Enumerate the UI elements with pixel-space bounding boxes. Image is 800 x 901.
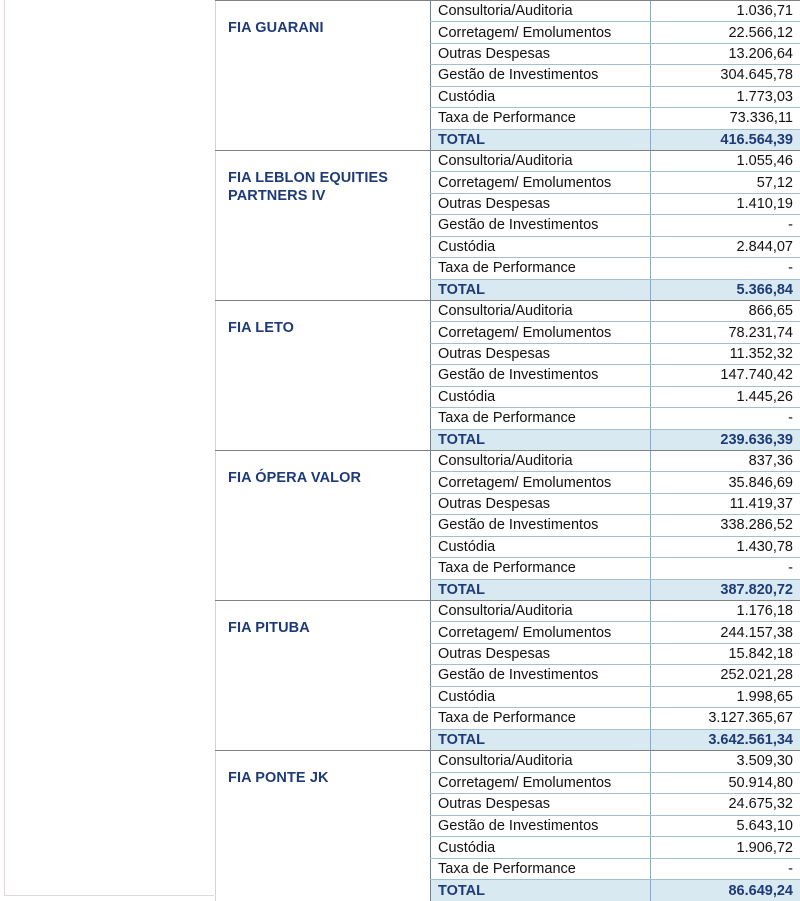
expense-value: 244.157,38 bbox=[650, 622, 800, 642]
expense-category-label: Consultoria/Auditoria bbox=[430, 151, 650, 171]
expense-rows bbox=[430, 151, 800, 300]
expense-category-label: Gestão de Investimentos bbox=[430, 65, 650, 85]
expense-row bbox=[430, 493, 800, 514]
expense-category-label: Consultoria/Auditoria bbox=[430, 451, 650, 471]
expense-row bbox=[430, 214, 800, 235]
expense-category-label: Outras Despesas bbox=[430, 794, 650, 815]
expense-category-label: Gestão de Investimentos bbox=[430, 665, 650, 685]
expense-category-label: Custódia bbox=[430, 87, 650, 107]
fund-name-cell bbox=[215, 451, 430, 600]
expense-row bbox=[430, 151, 800, 171]
total-row bbox=[430, 279, 800, 300]
expense-row bbox=[430, 751, 800, 772]
expense-row bbox=[430, 236, 800, 257]
expense-row bbox=[430, 451, 800, 471]
fund-section bbox=[215, 1, 800, 151]
expense-row bbox=[430, 514, 800, 535]
empty-left-column bbox=[4, 0, 214, 896]
expense-category-label: Custódia bbox=[430, 537, 650, 557]
expense-value: 11.419,37 bbox=[650, 494, 800, 514]
expense-row bbox=[430, 407, 800, 428]
expense-category-label: Outras Despesas bbox=[430, 44, 650, 64]
total-value: 86.649,24 bbox=[650, 880, 800, 901]
expense-row bbox=[430, 536, 800, 557]
expense-row bbox=[430, 301, 800, 321]
expense-value: 15.842,18 bbox=[650, 644, 800, 664]
expense-category-label: Consultoria/Auditoria bbox=[430, 301, 650, 321]
expense-value: - bbox=[650, 558, 800, 578]
expense-rows bbox=[430, 451, 800, 600]
expense-value: 1.998,65 bbox=[650, 687, 800, 707]
total-value: 3.642.561,34 bbox=[650, 730, 800, 750]
expense-value: 1.036,71 bbox=[650, 1, 800, 21]
total-row bbox=[430, 129, 800, 150]
expense-category-label: Gestão de Investimentos bbox=[430, 365, 650, 385]
expense-value: 304.645,78 bbox=[650, 65, 800, 85]
expense-value: 866,65 bbox=[650, 301, 800, 321]
expense-rows bbox=[430, 601, 800, 750]
total-value: 387.820,72 bbox=[650, 580, 800, 600]
expense-category-label: Gestão de Investimentos bbox=[430, 816, 650, 837]
expense-row bbox=[430, 686, 800, 707]
total-row bbox=[430, 879, 800, 901]
expense-value: 35.846,69 bbox=[650, 472, 800, 492]
fund-section bbox=[215, 751, 800, 901]
expense-row bbox=[430, 1, 800, 21]
expense-row bbox=[430, 858, 800, 880]
fund-name-cell bbox=[215, 751, 430, 901]
expense-row bbox=[430, 664, 800, 685]
expense-category-label: Taxa de Performance bbox=[430, 708, 650, 728]
expense-value: 11.352,32 bbox=[650, 344, 800, 364]
fund-name: FIA PITUBA bbox=[228, 620, 310, 636]
expense-row bbox=[430, 836, 800, 858]
total-label: TOTAL bbox=[430, 730, 650, 750]
expense-category-label: Outras Despesas bbox=[430, 344, 650, 364]
total-label: TOTAL bbox=[430, 130, 650, 150]
expense-row bbox=[430, 21, 800, 42]
expense-value: 78.231,74 bbox=[650, 322, 800, 342]
fund-section bbox=[215, 151, 800, 301]
expense-row bbox=[430, 171, 800, 192]
expense-category-label: Custódia bbox=[430, 837, 650, 858]
total-label: TOTAL bbox=[430, 880, 650, 901]
fund-name: FIA LEBLON EQUITIES PARTNERS IV bbox=[228, 170, 389, 205]
expense-value: 1.445,26 bbox=[650, 387, 800, 407]
total-label: TOTAL bbox=[430, 580, 650, 600]
expense-row bbox=[430, 793, 800, 815]
expense-category-label: Consultoria/Auditoria bbox=[430, 601, 650, 621]
expense-rows bbox=[430, 1, 800, 150]
expense-value: 3.127.365,67 bbox=[650, 708, 800, 728]
total-value: 239.636,39 bbox=[650, 430, 800, 450]
expense-row bbox=[430, 386, 800, 407]
fund-section bbox=[215, 601, 800, 751]
fund-name: FIA LETO bbox=[228, 320, 295, 336]
expense-value: 1.430,78 bbox=[650, 537, 800, 557]
fund-name: FIA GUARANI bbox=[228, 20, 324, 36]
expense-category-label: Corretagem/ Emolumentos bbox=[430, 322, 650, 342]
expense-value: - bbox=[650, 258, 800, 278]
expense-value: 338.286,52 bbox=[650, 515, 800, 535]
expense-value: 3.509,30 bbox=[650, 751, 800, 772]
expense-value: 57,12 bbox=[650, 172, 800, 192]
expense-category-label: Outras Despesas bbox=[430, 494, 650, 514]
expense-rows bbox=[430, 751, 800, 901]
expense-value: 5.643,10 bbox=[650, 816, 800, 837]
expense-value: 1.055,46 bbox=[650, 151, 800, 171]
expense-value: 73.336,11 bbox=[650, 108, 800, 128]
fund-section bbox=[215, 301, 800, 451]
fund-name: FIA ÓPERA VALOR bbox=[228, 470, 362, 486]
expense-category-label: Taxa de Performance bbox=[430, 859, 650, 880]
fund-expenses-table bbox=[215, 0, 800, 901]
fund-name-cell bbox=[215, 301, 430, 450]
expense-value: 22.566,12 bbox=[650, 22, 800, 42]
total-row bbox=[430, 429, 800, 450]
total-value: 5.366,84 bbox=[650, 280, 800, 300]
expense-category-label: Corretagem/ Emolumentos bbox=[430, 773, 650, 794]
expense-row bbox=[430, 43, 800, 64]
expense-category-label: Corretagem/ Emolumentos bbox=[430, 22, 650, 42]
expense-value: - bbox=[650, 859, 800, 880]
expense-value: 2.844,07 bbox=[650, 237, 800, 257]
expense-category-label: Taxa de Performance bbox=[430, 258, 650, 278]
expense-row bbox=[430, 64, 800, 85]
expense-category-label: Gestão de Investimentos bbox=[430, 515, 650, 535]
total-label: TOTAL bbox=[430, 280, 650, 300]
expense-category-label: Outras Despesas bbox=[430, 644, 650, 664]
fund-name-cell bbox=[215, 601, 430, 750]
expense-category-label: Custódia bbox=[430, 387, 650, 407]
expense-row bbox=[430, 557, 800, 578]
expense-value: 837,36 bbox=[650, 451, 800, 471]
expense-category-label: Custódia bbox=[430, 687, 650, 707]
expense-row bbox=[430, 621, 800, 642]
expense-value: 1.906,72 bbox=[650, 837, 800, 858]
expense-row bbox=[430, 86, 800, 107]
expense-category-label: Taxa de Performance bbox=[430, 108, 650, 128]
total-value: 416.564,39 bbox=[650, 130, 800, 150]
expense-row bbox=[430, 364, 800, 385]
total-row bbox=[430, 579, 800, 600]
fund-name: FIA PONTE JK bbox=[228, 770, 329, 786]
expense-value: 50.914,80 bbox=[650, 773, 800, 794]
expense-category-label: Consultoria/Auditoria bbox=[430, 1, 650, 21]
total-row bbox=[430, 729, 800, 750]
expense-category-label: Taxa de Performance bbox=[430, 408, 650, 428]
fund-name-cell bbox=[215, 151, 430, 300]
fund-name-cell bbox=[215, 1, 430, 150]
expense-category-label: Outras Despesas bbox=[430, 194, 650, 214]
expense-row bbox=[430, 643, 800, 664]
expense-value: - bbox=[650, 215, 800, 235]
expense-value: 13.206,64 bbox=[650, 44, 800, 64]
expense-category-label: Taxa de Performance bbox=[430, 558, 650, 578]
expense-row bbox=[430, 107, 800, 128]
total-label: TOTAL bbox=[430, 430, 650, 450]
expense-value: 24.675,32 bbox=[650, 794, 800, 815]
expense-row bbox=[430, 815, 800, 837]
expense-value: 1.773,03 bbox=[650, 87, 800, 107]
expense-rows bbox=[430, 301, 800, 450]
expense-value: 147.740,42 bbox=[650, 365, 800, 385]
expense-row bbox=[430, 601, 800, 621]
expense-category-label: Gestão de Investimentos bbox=[430, 215, 650, 235]
expense-value: 252.021,28 bbox=[650, 665, 800, 685]
expense-category-label: Custódia bbox=[430, 237, 650, 257]
expense-category-label: Corretagem/ Emolumentos bbox=[430, 172, 650, 192]
expense-category-label: Corretagem/ Emolumentos bbox=[430, 472, 650, 492]
expense-row bbox=[430, 257, 800, 278]
fund-section bbox=[215, 451, 800, 601]
expense-row bbox=[430, 471, 800, 492]
expense-row bbox=[430, 193, 800, 214]
expense-row bbox=[430, 707, 800, 728]
expense-category-label: Consultoria/Auditoria bbox=[430, 751, 650, 772]
expense-row bbox=[430, 343, 800, 364]
expense-row bbox=[430, 321, 800, 342]
expense-category-label: Corretagem/ Emolumentos bbox=[430, 622, 650, 642]
expense-value: - bbox=[650, 408, 800, 428]
expense-value: 1.176,18 bbox=[650, 601, 800, 621]
expense-value: 1.410,19 bbox=[650, 194, 800, 214]
expense-row bbox=[430, 772, 800, 794]
